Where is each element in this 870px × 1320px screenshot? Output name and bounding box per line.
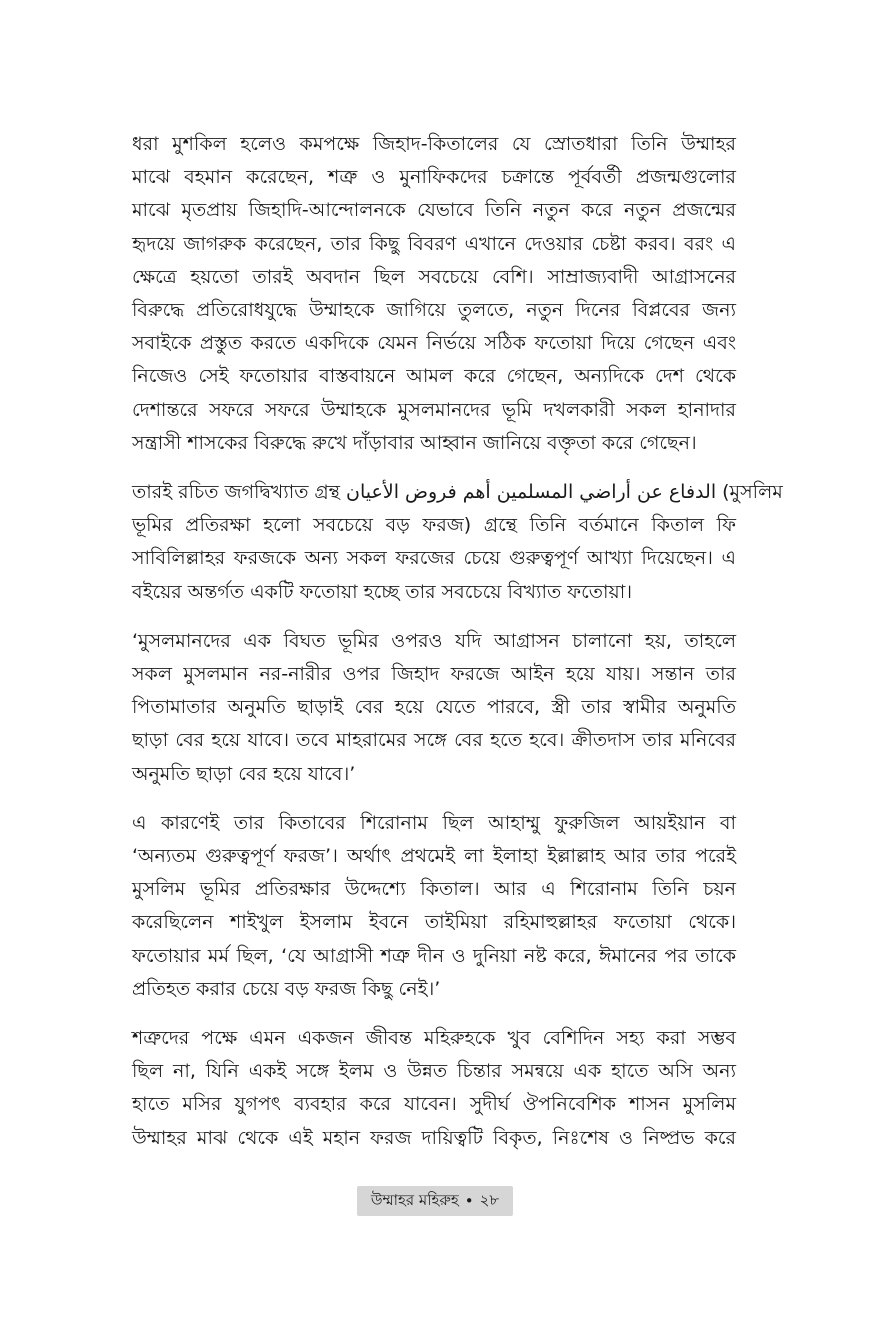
text-line: করেছিলেন শাইখুল ইসলাম ইবনে তাইমিয়া রহিমাহুল্লাহর ফতোয়া থেকে। (132, 911, 736, 934)
text-line: সকল মুসলমান নর-নারীর ওপর জিহাদ ফরজে আইন হয়ে যায়। সন্তান তার (132, 663, 736, 686)
text-line: অনুমতি ছাড়া বের হয়ে যাবে।’ (132, 762, 356, 785)
text-segment: (মুসলিম (716, 481, 783, 504)
text-line: উম্মাহর মাঝ থেকে এই মহান ফরজ দায়িত্বটি বিকৃত, নিঃশেষ ও নিষ্প্রভ করে (132, 1126, 736, 1149)
text-line: ছাড়া বের হয়ে যাবে। তবে মাহরামের সঙ্গে বের হতে হবে। ক্রীতদাস তার মনিবের (132, 729, 736, 752)
footer-separator: • (464, 1192, 474, 1210)
text-line: পিতামাতার অনুমতি ছাড়াই বের হয়ে যেতে পারবে, স্ত্রী তার স্বামীর অনুমতি (132, 696, 736, 719)
page-body (132, 128, 783, 1171)
text-line: সবাইকে প্রস্তুত করতে একদিকে যেমন নির্ভয়ে সঠিক ফতোয়া দিয়ে গেছেন এবং (132, 332, 736, 355)
text-line-with-arabic-title (132, 476, 783, 509)
text-line: ধরা মুশকিল হলেও কমপক্ষে জিহাদ-কিতালের যে স্রোতধারা তিনি উম্মাহর (132, 133, 736, 155)
arabic-book-title: الدفاع عن أراضي المسلمين أهم فروض الأعيان (346, 481, 717, 504)
text-line: বইয়ের অন্তর্গত একটি ফতোয়া হচ্ছে তার সবচেয়ে বিখ্যাত ফতোয়া। (132, 580, 633, 603)
text-line: মাঝে বহমান করেছেন, শত্রু ও মুনাফিকদের চক্রান্তে পূর্ববর্তী প্রজন্মগুলোর (132, 166, 736, 189)
text-line: শত্রুদের পক্ষে এমন একজন জীবন্ত মহিরুহকে খুব বেশিদিন সহ্য করা সম্ভব (132, 1027, 736, 1050)
text-line: ফতোয়ার মর্ম ছিল, ‘যে আগ্রাসী শত্রু দীন ও দুনিয়া নষ্ট করে, ঈমানের পর তাকে (132, 944, 736, 967)
text-line: ‘অন্যতম গুরুত্বপূর্ণ ফরজ’। অর্থাৎ প্রথমেই লা ইলাহা ইল্লাল্লাহ আর তার পরেই (132, 845, 736, 868)
text-line: ‘মুসলমানদের এক বিঘত ভূমির ওপরও যদি আগ্রাসন চালানো হয়, তাহলে (132, 629, 736, 652)
text-line: ভূমির প্রতিরক্ষা হলো সবচেয়ে বড় ফরজ) গ্রন্থে তিনি বর্তমানে কিতাল ফি (132, 514, 736, 537)
text-line: নিজেও সেই ফতোয়ার বাস্তবায়নে আমল করে গেছেন, অন্যদিকে দেশ থেকে (132, 365, 736, 388)
paragraph-5 (132, 1022, 736, 1155)
text-segment: তারই রচিত জগদ্বিখ্যাত গ্রন্থ (132, 481, 347, 504)
text-line: হাতে মসির যুগপৎ ব্যবহার করে যাবেন। সুদীর্ঘ ঔপনিবেশিক শাসন মুসলিম (132, 1093, 736, 1116)
text-line: ক্ষেত্রে হয়তো তারই অবদান ছিল সবচেয়ে বেশি। সাম্রাজ্যবাদী আগ্রাসনের (132, 265, 736, 288)
page-footer (357, 1186, 513, 1216)
paragraph-3-quote (132, 625, 736, 791)
text-line: সন্ত্রাসী শাসকের বিরুদ্ধে রুখে দাঁড়াবার আহ্বান জানিয়ে বক্তৃতা করে গেছেন। (132, 431, 697, 454)
text-line: ছিল না, যিনি একই সঙ্গে ইলম ও উন্নত চিন্তার সমন্বয়ে এক হাতে অসি অন্য (132, 1060, 736, 1083)
paragraph-4 (132, 807, 736, 1006)
text-line: দেশান্তরে সফরে সফরে উম্মাহকে মুসলমানদের ভূমি দখলকারী সকল হানাদার (132, 398, 736, 421)
text-line: প্রতিহত করার চেয়ে বড় ফরজ কিছু নেই।’ (132, 977, 441, 1000)
page-number: ২৮ (479, 1190, 500, 1209)
footer-book-title: উম্মাহর মহিরুহ (370, 1190, 459, 1209)
paragraph-2 (132, 476, 783, 609)
text-line: সাবিলিল্লাহর ফরজকে অন্য সকল ফরজের চেয়ে গুরুত্বপূর্ণ আখ্যা দিয়েছেন। এ (132, 547, 736, 570)
text-line: মাঝে মৃতপ্রায় জিহাদি-আন্দোলনকে যেভাবে তিনি নতুন করে নতুন প্রজন্মের (132, 199, 736, 222)
text-line: এ কারণেই তার কিতাবের শিরোনাম ছিল আহাম্মু ফুরুজিল আয়ইয়ান বা (132, 811, 736, 834)
text-line: বিরুদ্ধে প্রতিরোধযুদ্ধে উম্মাহকে জাগিয়ে তুলতে, নতুন দিনের বিপ্লবের জন্য (132, 299, 736, 322)
paragraph-1 (132, 128, 736, 460)
text-line: মুসলিম ভূমির প্রতিরক্ষার উদ্দেশ্যে কিতাল। আর এ শিরোনাম তিনি চয়ন (132, 878, 736, 901)
text-line: হৃদয়ে জাগরুক করেছেন, তার কিছু বিবরণ এখানে দেওয়ার চেষ্টা করব। বরং এ (132, 232, 736, 255)
